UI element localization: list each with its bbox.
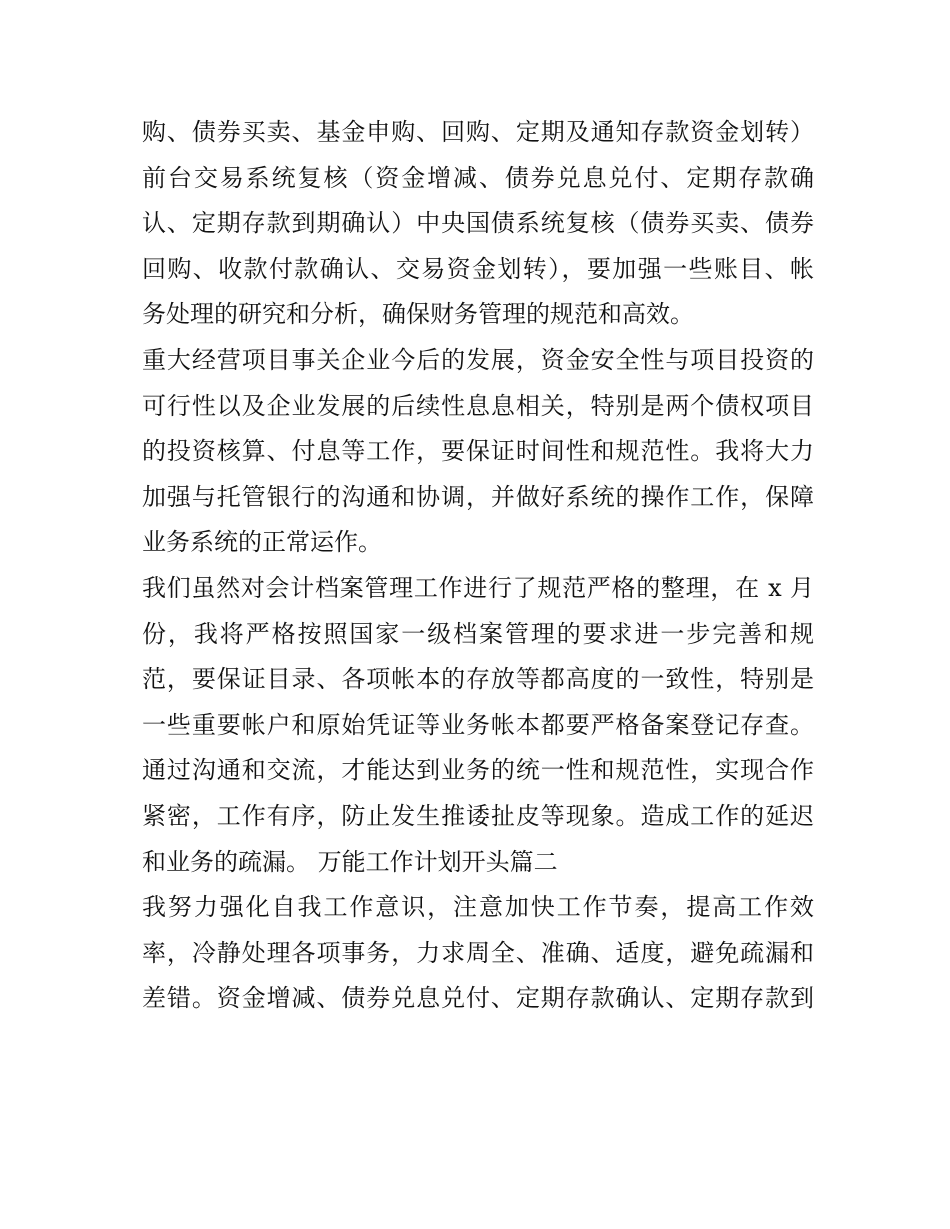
text-line: 重大经营项目事关企业今后的发展，资金安全性与项目投资的 bbox=[142, 345, 814, 374]
text-line: 务处理的研究和分析，确保财务管理的规范和高效。 bbox=[142, 300, 694, 329]
text-line: 范，要保证目录、各项帐本的存放等都高度的一致性，特别是 bbox=[142, 665, 814, 694]
text-line: 业务系统的正常运作。 bbox=[142, 528, 382, 557]
text-line: 我努力强化自我工作意识，注意加快工作节奏，提高工作效 bbox=[142, 893, 814, 922]
text-line: 的投资核算、付息等工作，要保证时间性和规范性。我将大力 bbox=[142, 437, 814, 466]
text-line: 加强与托管银行的沟通和协调，并做好系统的操作工作，保障 bbox=[142, 482, 814, 511]
text-line: 购、债券买卖、基金申购、回购、定期及通知存款资金划转） bbox=[142, 118, 814, 146]
text-line: 我们虽然对会计档案管理工作进行了规范严格的整理，在 x 月 bbox=[142, 573, 814, 602]
text-line: 通过沟通和交流，才能达到业务的统一性和规范性，实现合作 bbox=[142, 756, 814, 785]
text-line: 紧密，工作有序，防止发生推诿扯皮等现象。造成工作的延迟 bbox=[142, 801, 814, 830]
text-line: 回购、收款付款确认、交易资金划转），要加强一些账目、帐 bbox=[142, 254, 814, 283]
text-line: 份，我将严格按照国家一级档案管理的要求进一步完善和规 bbox=[142, 619, 814, 648]
text-line: 可行性以及企业发展的后续性息息相关，特别是两个债权项目 bbox=[142, 391, 814, 420]
text-line: 差错。资金增减、债券兑息兑付、定期存款确认、定期存款到 bbox=[142, 984, 814, 1013]
text-line: 和业务的疏漏。 万能工作计划开头篇二 bbox=[142, 847, 558, 876]
text-line: 率，冷静处理各项事务，力求周全、准确、适度，避免疏漏和 bbox=[142, 938, 814, 967]
text-line: 一些重要帐户和原始凭证等业务帐本都要严格备案登记存查。 bbox=[142, 710, 814, 739]
document-body bbox=[142, 110, 814, 1022]
text-line: 前台交易系统复核（资金增减、债券兑息兑付、定期存款确 bbox=[142, 163, 814, 192]
text-line: 认、定期存款到期确认）中央国债系统复核（债券买卖、债券 bbox=[142, 209, 814, 238]
